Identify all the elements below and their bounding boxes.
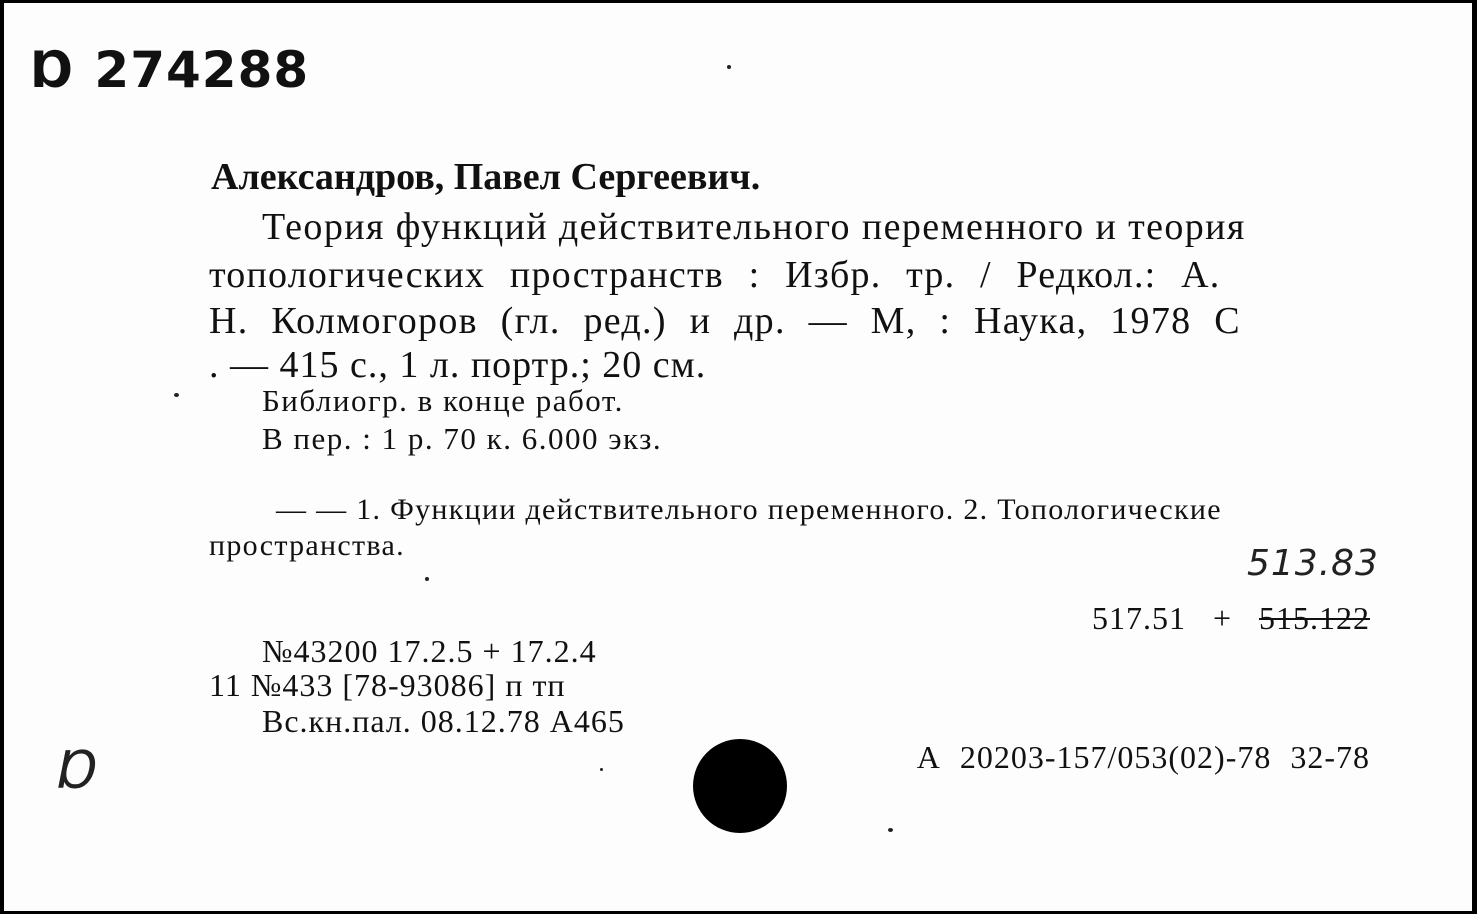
- classification-primary: 517.51: [1091, 600, 1186, 636]
- punch-hole: [693, 739, 787, 833]
- title-line-4: . — 415 с., 1 л. портр.; 20 см.: [209, 344, 707, 386]
- classification-plus: +: [1212, 600, 1232, 636]
- speck-mark: [174, 393, 179, 397]
- price-note: В пер. : 1 р. 70 к. 6.000 экз.: [262, 421, 663, 456]
- author-heading: Александров, Павел Сергеевич.: [211, 156, 761, 198]
- title-line-1: Теория функций действительного переменного и теория: [262, 206, 1246, 248]
- speck-mark: [600, 768, 603, 771]
- speck-mark: [425, 577, 429, 581]
- classification-line: [1092, 600, 1370, 637]
- title-line-3: Н. Колмогоров (гл. ред.) и др. — М, : Наука, 1978 С: [209, 300, 1241, 342]
- speck-mark: [727, 65, 731, 69]
- publisher-code: А 20203-157/053(02)-78 32-78: [916, 739, 1370, 775]
- bibliographic-line-1: №43200 17.2.5 + 17.2.4: [262, 633, 597, 669]
- title-line-2: топологических пространств : Избр. тр. / Редкол.: А.: [209, 254, 1221, 296]
- bibliographic-line-3: Вс.кн.пал. 08.12.78 А465: [262, 703, 625, 739]
- bibliographic-line-2: 11 №433 [78-93086] п тп: [209, 667, 566, 703]
- bibliography-note: Библиогр. в конце работ.: [262, 383, 624, 418]
- subject-headings-line-1: — — 1. Функции действительного переменного. 2. Топологические: [276, 493, 1222, 526]
- handwritten-udc: 513.83: [1247, 543, 1379, 584]
- handwritten-initials: Ɒ: [59, 741, 100, 801]
- accession-number: Ɒ 274288: [32, 41, 310, 99]
- speck-mark: [888, 828, 893, 832]
- subject-headings-line-2: пространства.: [209, 529, 405, 562]
- classification-struck: 515.122: [1259, 600, 1370, 636]
